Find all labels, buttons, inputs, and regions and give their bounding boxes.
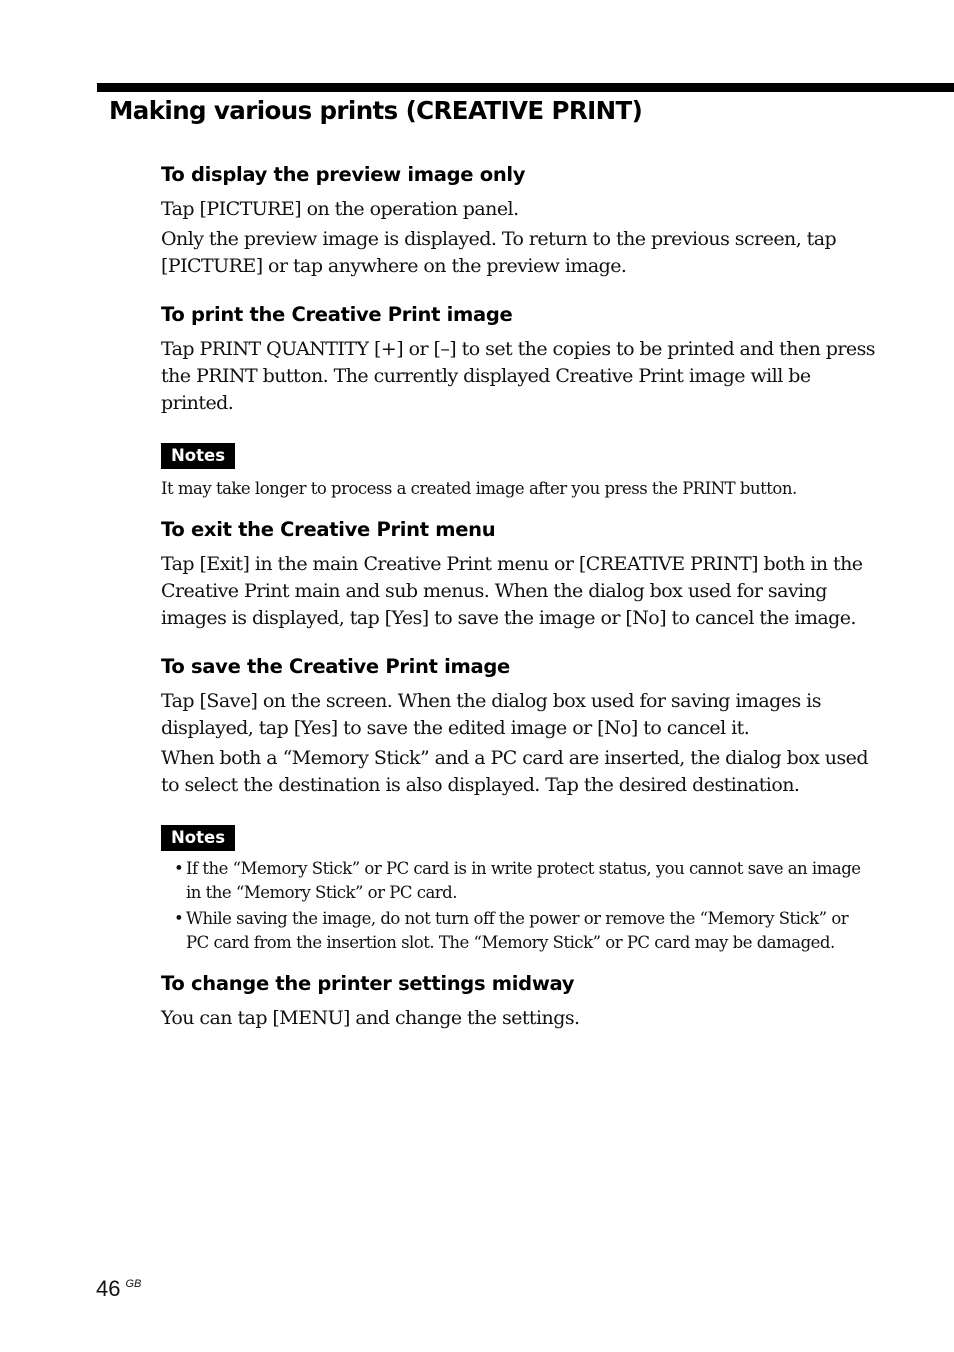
body-paragraph: You can tap [MENU] and change the settings. <box>161 1007 580 1029</box>
body-paragraph: When both a “Memory Stick” and a PC card are inserted, the dialog box used to select the destination is also displayed. Tap the desired destination. <box>161 747 868 796</box>
section-heading: To change the printer settings midway <box>161 972 575 995</box>
note-text: It may take longer to process a created image after you press the PRINT button. <box>161 479 797 498</box>
body-paragraph: Tap [PICTURE] on the operation panel. <box>161 198 519 220</box>
section-exit-menu <box>161 515 877 632</box>
body-paragraph: Tap [Save] on the screen. When the dialog box used for saving images is displayed, tap [Yes] to save the edited image or [No] to cancel it. <box>161 690 821 739</box>
note-list-item <box>174 857 877 905</box>
note-item-text: While saving the image, do not turn off the power or remove the “Memory Stick” or PC card from the insertion slot. The “Memory Stick” or PC card may be damaged. <box>186 909 849 952</box>
section-heading: To display the preview image only <box>161 163 526 186</box>
notes-badge: Notes <box>161 825 235 851</box>
header-rule <box>97 83 954 92</box>
region-code: GB <box>125 1278 142 1290</box>
notes-box-saving <box>161 825 877 955</box>
page-footer <box>96 1276 141 1302</box>
notes-badge: Notes <box>161 443 235 469</box>
note-item-text: If the “Memory Stick” or PC card is in write protect status, you cannot save an image in the “Memory Stick” or PC card. <box>186 859 861 902</box>
body-paragraph: Tap [Exit] in the main Creative Print menu or [CREATIVE PRINT] both in the Creative Print main and sub menus. When the dialog box used for saving images is displayed, tap [Yes] to save the image or [No] to cancel the image. <box>161 553 863 629</box>
page-number: 46 <box>96 1276 121 1301</box>
section-heading: To print the Creative Print image <box>161 303 513 326</box>
note-list <box>161 857 877 955</box>
section-print-image <box>161 300 877 417</box>
section-save-image <box>161 652 877 799</box>
main-content <box>161 160 877 1035</box>
page-title: Making various prints (CREATIVE PRINT) <box>109 96 643 125</box>
section-display-preview <box>161 160 877 280</box>
section-heading: To exit the Creative Print menu <box>161 518 496 541</box>
section-change-settings <box>161 969 877 1032</box>
notes-box-processing <box>161 443 877 501</box>
body-paragraph: Only the preview image is displayed. To return to the previous screen, tap [PICTURE] or tap anywhere on the preview image. <box>161 228 837 277</box>
body-paragraph: Tap PRINT QUANTITY [+] or [–] to set the copies to be printed and then press the PRINT button. The currently displayed Creative Print image will be printed. <box>161 338 875 414</box>
bullet-icon: • <box>174 909 184 928</box>
note-list-item <box>174 907 877 955</box>
section-heading: To save the Creative Print image <box>161 655 510 678</box>
bullet-icon: • <box>174 859 184 878</box>
